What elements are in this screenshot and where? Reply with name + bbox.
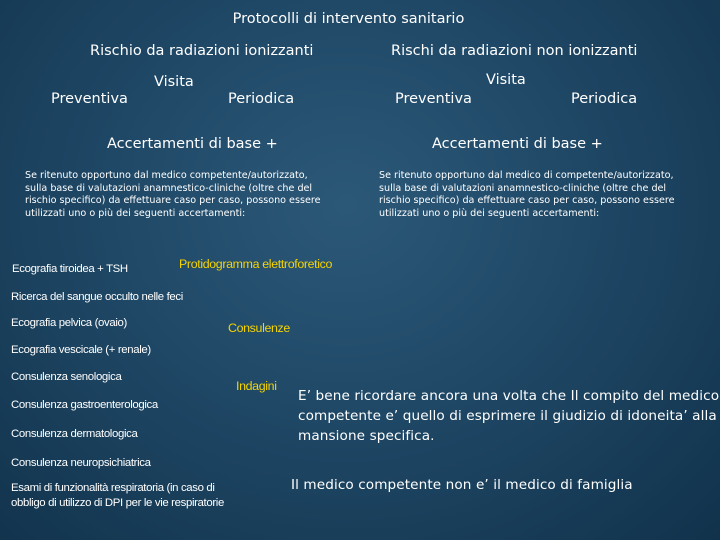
left-paragraph: Se ritenuto opportuno dal medico competente/autorizzato, sulla base di valutazioni anamnestico-cliniche (oltre che del rischio specifico) da effettuare caso per caso, possono essere utilizzati uno o più dei seguenti accertamenti: (25, 170, 321, 219)
right-accertamenti: Accertamenti di base + (432, 136, 603, 152)
left-periodica: Periodica (228, 91, 295, 107)
right-visita: Visita (486, 72, 526, 88)
exam-protidogramma: Protidogramma elettroforetico (179, 257, 333, 271)
exam-consulenza-gastroenterologica: Consulenza gastroenterologica (11, 399, 158, 411)
note-famiglia: Il medico competente non e’ il medico di famiglia (291, 477, 633, 493)
left-accertamenti: Accertamenti di base + (107, 136, 278, 152)
exam-consulenze: Consulenze (228, 321, 290, 335)
left-preventiva: Preventiva (51, 91, 128, 107)
exam-consulenza-dermatologica: Consulenza dermatologica (11, 428, 138, 440)
exam-consulenza-neuropsichiatrica: Consulenza neuropsichiatrica (11, 457, 151, 469)
exam-ricerca-sangue: Ricerca del sangue occulto nelle feci (11, 291, 183, 303)
right-periodica: Periodica (571, 91, 638, 107)
exam-indagini: Indagini (236, 379, 277, 393)
exam-ecografia-tiroidea: Ecografia tiroidea + TSH (12, 263, 128, 275)
note-compito: E’ bene ricordare ancora una volta che Il compito del medico competente e’ quello di esprimere il giudizio di idoneita’ alla mansione specifica. (298, 388, 720, 444)
exam-consulenza-senologica: Consulenza senologica (11, 371, 122, 383)
exam-funzionalita-respiratoria: Esami di funzionalità respiratoria (in caso di obbligo di utilizzo di DPI per le vie respiratorie (11, 482, 224, 509)
right-paragraph: Se ritenuto opportuno dal medico di competente/autorizzato, sulla base di valutazioni anamnestico-cliniche (oltre che del rischio specifico) da effettuare caso per caso, possono essere utilizzati uno o più dei seguenti accertamenti: (379, 170, 675, 219)
right-heading: Rischi da radiazioni non ionizzanti (391, 43, 638, 59)
left-visita: Visita (154, 74, 194, 90)
exam-ecografia-vescicale: Ecografia vescicale (+ renale) (11, 344, 151, 356)
left-heading: Rischio da radiazioni ionizzanti (90, 43, 314, 59)
right-preventiva: Preventiva (395, 91, 472, 107)
exam-ecografia-pelvica: Ecografia pelvica (ovaio) (11, 317, 127, 329)
page-title: Protocolli di intervento sanitario (232, 11, 465, 27)
